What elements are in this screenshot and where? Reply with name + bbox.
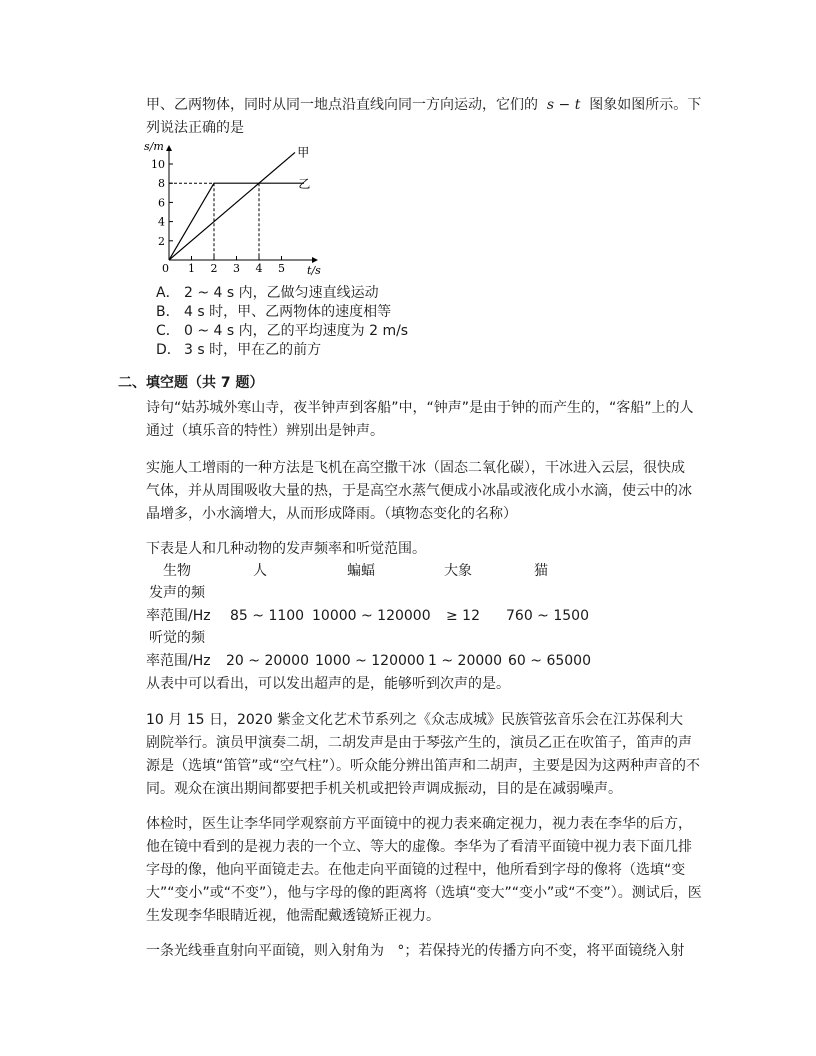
q1-text-post: 图象如图所示。下 <box>589 97 702 113</box>
y-tick-label: 2 <box>158 234 165 248</box>
option-text: 3 s 时，甲在乙的前方 <box>184 342 322 358</box>
row2-bat: 1000 ~ 120000 <box>315 653 425 669</box>
option-label: B． <box>156 304 180 320</box>
row1-cat: 760 ~ 1500 <box>506 608 589 624</box>
y-tick-label: 10 <box>151 158 165 171</box>
q6-line2: 他在镜中看到的是视力表的一个立、等大的虚像。李华为了看清平面镜中视力表下面几排 <box>146 839 692 855</box>
origin-label: 0 <box>162 262 169 275</box>
row1-bat: 10000 ~ 120000 <box>312 608 431 624</box>
q6-line4: 大”“变小”或“不变”），他与字母的像的距离将（选填“变大”“变小”或“不变”）。测试后，医 <box>146 885 702 901</box>
option-text: 2 ~ 4 s 内，乙做匀速直线运动 <box>184 285 379 301</box>
q7-text-post: ；若保持光的传播方向不变，将平面镜绕入射 <box>404 943 685 959</box>
q6-line3: 字母的像，他向平面镜走去。在他走向平面镜的过程中，他所看到字母的像将（选填“变 <box>146 862 686 878</box>
row1-elephant: ≥ 12 <box>446 608 480 624</box>
q2-line2: 通过（填乐音的特性）辨别出是钟声。 <box>146 423 384 439</box>
q5-line2: 剧院举行。演员甲演奏二胡，二胡发声是由于琴弦产生的，演员乙正在吹笛子，笛声的声 <box>146 735 692 751</box>
q1-line1 <box>146 95 701 115</box>
row1-human: 85 ~ 1100 <box>230 608 305 624</box>
option-text: 0 ~ 4 s 内，乙的平均速度为 2 m/s <box>184 323 409 339</box>
q3-line3: 晶增多，小水滴增大，从而形成降雨。（填物态变化的名称） <box>146 506 517 522</box>
row2-human: 20 ~ 20000 <box>226 653 309 669</box>
y-tick-label: 6 <box>158 196 165 210</box>
x-tick-label: 3 <box>233 262 240 275</box>
q2-line1: 诗句“姑苏城外寒山寺，夜半钟声到客船”中，“钟声”是由于钟的而产生的，“客船”上的人 <box>146 400 694 416</box>
st-symbol: s − t <box>546 97 581 113</box>
y-tick-label: 8 <box>158 177 165 191</box>
y-tick-label: 4 <box>158 215 165 229</box>
option-a <box>156 283 379 303</box>
table-header-elephant: 大象 <box>444 563 472 579</box>
x-tick-label: 4 <box>255 262 263 275</box>
table-header-cat: 猫 <box>534 563 548 579</box>
option-c <box>156 321 408 341</box>
q1-text: 甲、乙两物体，同时从同一地点沿直线向同一方向运动，它们的 <box>146 97 538 113</box>
q1-line2: 列说法正确的是 <box>146 120 244 136</box>
series-label-yi: 乙 <box>298 177 311 192</box>
x-tick-label: 2 <box>210 262 218 275</box>
q3-line1: 实施人工增雨的一种方法是飞机在高空撒干冰（固态二氧化碳），干冰进入云层，很快成 <box>146 460 685 476</box>
q5-line4: 同。观众在演出期间都要把手机关机或把铃声调成振动，目的是在减弱噪声。 <box>146 781 622 797</box>
option-text: 4 s 时，甲、乙两物体的速度相等 <box>184 304 392 320</box>
degree-unit: ° <box>397 943 405 959</box>
q3-line2: 气体，并从周围吸收大量的热，于是高空水蒸气便成小冰晶或液化成小水滴，使云中的冰 <box>146 483 692 499</box>
y-axis-label: s/m <box>144 140 164 153</box>
row2-label-b: 率范围/Hz <box>146 653 211 669</box>
q7-text: 一条光线垂直射向平面镜，则入射角为 <box>146 943 384 959</box>
row2-cat: 60 ~ 65000 <box>508 653 591 669</box>
q7-line1 <box>146 941 684 961</box>
q4-conclusion: 从表中可以看出，可以发出超声的是，能够听到次声的是。 <box>146 676 510 692</box>
q4-intro: 下表是人和几种动物的发声频率和听觉范围。 <box>146 541 426 557</box>
option-label: C． <box>156 323 180 339</box>
row2-label-a: 听觉的频 <box>149 630 205 646</box>
q6-line5: 生发现李华眼睛近视，他需配戴透镜矫正视力。 <box>146 908 440 924</box>
section-heading: 二、填空题（共 7 题） <box>118 375 264 391</box>
st-graph <box>140 138 330 278</box>
table-header-organism: 生物 <box>163 563 191 579</box>
row1-label-a: 发声的频 <box>149 585 205 601</box>
x-tick-label: 5 <box>278 262 285 275</box>
q5-line1: 10 月 15 日，2020 紫金文化艺术节系列之《众志成城》民族管弦音乐会在江苏保利大 <box>146 712 684 728</box>
series-line-jia <box>169 152 295 260</box>
option-label: D． <box>156 342 181 358</box>
option-b <box>156 302 391 322</box>
option-label: A． <box>156 285 180 301</box>
series-line-yi <box>169 183 304 260</box>
series-label-jia: 甲 <box>297 145 310 160</box>
table-header-bat: 蝙蝠 <box>347 563 375 579</box>
q5-line3: 源是（选填“笛管”或“空气柱”）。听众能分辨出笛声和二胡声，主要是因为这两种声音的不 <box>146 758 701 774</box>
table-header-human: 人 <box>253 563 267 579</box>
option-d <box>156 340 321 360</box>
x-tick-label: 1 <box>188 262 195 275</box>
x-axis-label: t/s <box>307 264 321 277</box>
row2-elephant: 1 ~ 20000 <box>428 653 503 669</box>
row1-label-b: 率范围/Hz <box>146 608 211 624</box>
q6-line1: 体检时，医生让李华同学观察前方平面镜中的视力表来确定视力，视力表在李华的后方， <box>146 816 692 832</box>
